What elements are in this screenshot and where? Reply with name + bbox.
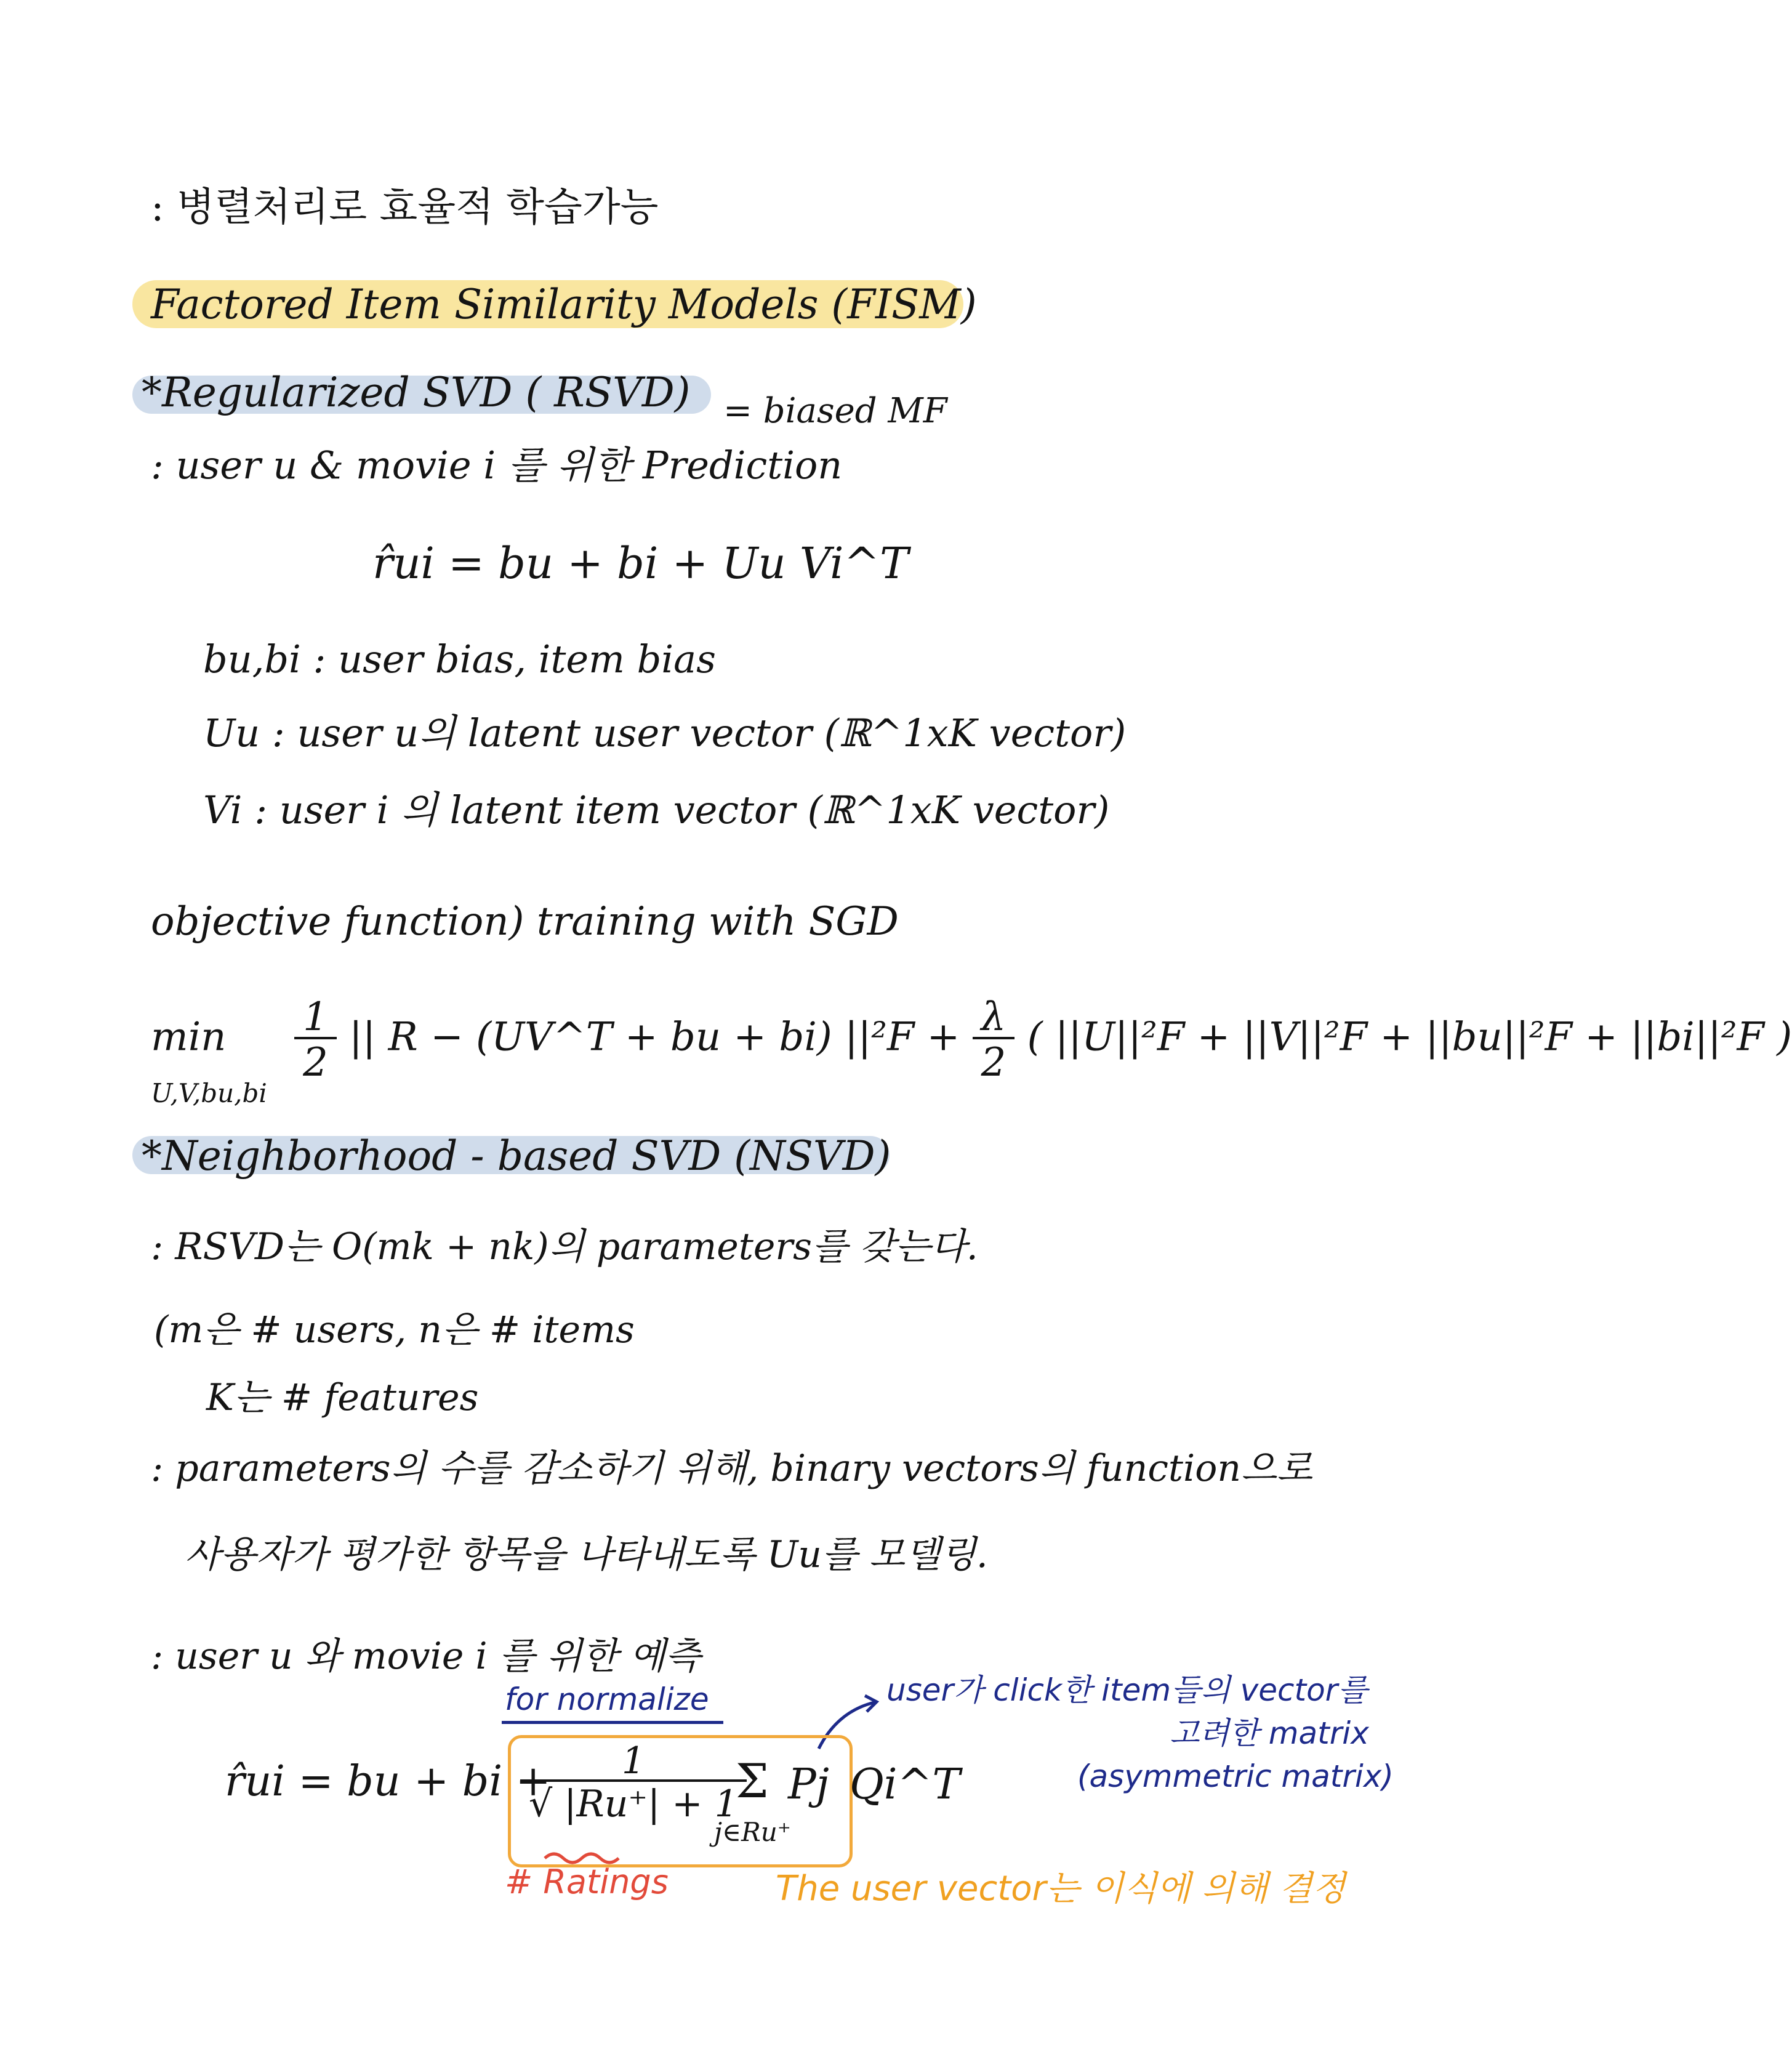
rsvd-prediction-equation: r̂ui = bu + bi + Uu Vi^T <box>372 538 909 589</box>
regularization-term: ( ||U||²F + ||V||²F + ||bu||²F + ||bi||²F ) <box>1027 1014 1792 1060</box>
click-matrix-note-1: user가 click한 item들의 vector를 <box>886 1672 1368 1708</box>
fism-title: Factored Item Similarity Models (FISM) <box>151 281 977 328</box>
user-vector-note: The user vector는 이식에 의해 결정 <box>776 1869 1346 1909</box>
normalization-fraction: $\frac{1}{√ |Ru^+| + 1}$ <box>520 1742 747 1822</box>
reconstruction-term: || R − (UV^T + bu + bi) ||²F + <box>349 1014 960 1060</box>
prediction-intro: : user u & movie i 를 위한 Prediction <box>151 443 843 488</box>
nsvd-heading: *Neighborhood - based SVD (NSVD) <box>142 1132 891 1180</box>
nsvd-prediction-lhs: r̂ui = bu + bi + <box>225 1757 551 1806</box>
lambda-fraction: $\frac{\lambda}{2}$ <box>973 997 1015 1082</box>
for-normalize-underline <box>502 1721 723 1724</box>
click-matrix-note-2: 고려한 matrix <box>1170 1715 1369 1751</box>
click-matrix-note-3: (asymmetric matrix) <box>1077 1758 1394 1794</box>
rsvd-biased-mf-note: = biased MF <box>723 391 947 431</box>
sum-subscript: j∈Ru⁺ <box>714 1817 791 1847</box>
min-subscript: U,V,bu,bi <box>151 1078 267 1108</box>
p-j-term: Pj <box>788 1760 829 1809</box>
rsvd-heading: *Regularized SVD ( RSVD) <box>142 369 691 416</box>
objective-heading: objective function) training with SGD <box>151 899 899 944</box>
parallel-learning-note: : 병렬처리로 효율적 학습가능 <box>151 185 659 230</box>
m-n-legend: (m은 # users, n은 # items <box>154 1308 635 1351</box>
q-i-transpose-term: Qi^T <box>850 1760 960 1809</box>
min-operator: min <box>151 1014 227 1060</box>
nsvd-prediction-intro: : user u 와 movie i 를 위한 예측 <box>151 1635 701 1678</box>
ratings-annotation: # Ratings <box>505 1863 669 1901</box>
bias-definition: bu,bi : user bias, item bias <box>203 637 716 682</box>
user-vector-definition: Uu : user u의 latent user vector (ℝ^1xK vector) <box>203 711 1127 755</box>
for-normalize-annotation: for normalize <box>505 1681 709 1717</box>
item-vector-definition: Vi : user i 의 latent item vector (ℝ^1xK vector) <box>203 787 1110 832</box>
k-legend: K는 # features <box>206 1376 479 1419</box>
rsvd-parameter-count: : RSVD는 O(mk + nk)의 parameters를 갖는다. <box>151 1225 978 1268</box>
half-fraction: $\frac{1}{2}$ <box>294 997 337 1082</box>
objective-equation <box>151 994 1792 1085</box>
reduce-parameters-line-1: : parameters의 수를 감소하기 위해, binary vectors의 function으로 <box>151 1447 1312 1490</box>
sum-symbol: Σ <box>736 1754 769 1808</box>
reduce-parameters-line-2: 사용자가 평가한 항목을 나타내도록 Uu를 모델링. <box>185 1533 988 1576</box>
